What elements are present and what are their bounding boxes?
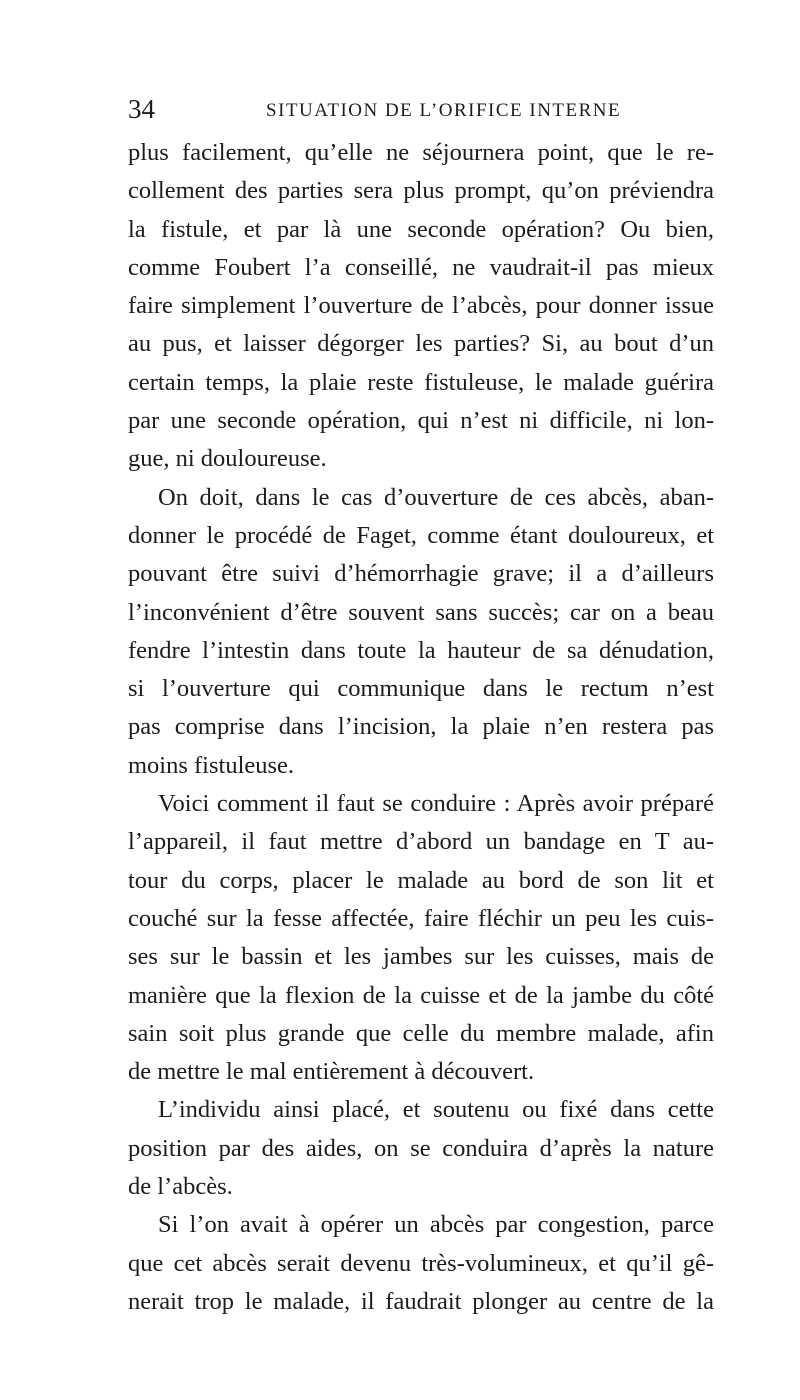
text-line: faire simplement l’ouverture de l’abcès, pour donner issue: [128, 292, 714, 320]
text-line: Si l’on avait à opérer un abcès par congestion, parce: [158, 1211, 714, 1239]
text-line: fendre l’intestin dans toute la hauteur de sa dénudation,: [128, 636, 714, 664]
running-title: SITUATION DE L’ORIFICE INTERNE: [266, 100, 622, 121]
text-line: de l’abcès.: [128, 1173, 233, 1201]
text-line: au pus, et laisser dégorger les parties? Si, au bout d’un: [128, 330, 714, 358]
text-line: l’inconvénient d’être souvent sans succès; car on a beau: [128, 598, 714, 626]
text-line: sain soit plus grande que celle du membre malade, afin: [128, 1019, 714, 1047]
text-line: pouvant être suivi d’hémorrhagie grave; il a d’ailleurs: [128, 560, 714, 588]
text-line: collement des parties sera plus prompt, qu’on préviendra: [128, 177, 714, 205]
running-head: [128, 92, 714, 126]
text-line: par une seconde opération, qui n’est ni difficile, ni lon-: [128, 407, 714, 435]
text-line: On doit, dans le cas d’ouverture de ces abcès, aban-: [158, 483, 714, 511]
text-line: nerait trop le malade, il faudrait plonger au centre de la: [128, 1287, 714, 1315]
text-line: la fistule, et par là une seconde opération? Ou bien,: [128, 215, 714, 243]
text-line: couché sur la fesse affectée, faire fléchir un peu les cuis-: [128, 904, 714, 932]
text-line: comme Foubert l’a conseillé, ne vaudrait-il pas mieux: [128, 253, 714, 281]
text-line: plus facilement, qu’elle ne séjournera point, que le re-: [128, 139, 714, 166]
text-line: Voici comment il faut se conduire : Après avoir préparé: [158, 790, 714, 818]
text-line: moins fistuleuse.: [128, 751, 295, 779]
body-text: [128, 134, 714, 1321]
text-line: ses sur le bassin et les jambes sur les cuisses, mais de: [128, 943, 714, 971]
text-line: manière que la flexion de la cuisse et de la jambe du côté: [128, 981, 714, 1009]
text-line: tour du corps, placer le malade au bord de son lit et: [128, 866, 714, 894]
text-line: gue, ni douloureuse.: [128, 445, 327, 473]
text-line: que cet abcès serait devenu très-volumineux, et qu’il gê-: [128, 1249, 714, 1277]
text-line: si l’ouverture qui communique dans le rectum n’est: [128, 675, 714, 703]
text-line: donner le procédé de Faget, comme étant douloureux, et: [128, 521, 714, 549]
text-line: L’individu ainsi placé, et soutenu ou fixé dans cette: [158, 1096, 714, 1124]
text-line: de mettre le mal entièrement à découvert.: [128, 1058, 535, 1086]
page-number: 34: [128, 94, 155, 124]
text-line: l’appareil, il faut mettre d’abord un bandage en T au-: [128, 828, 714, 856]
text-line: pas comprise dans l’incision, la plaie n’en restera pas: [128, 713, 714, 741]
text-line: certain temps, la plaie reste fistuleuse, le malade guérira: [128, 368, 714, 396]
text-line: position par des aides, on se conduira d’après la nature: [128, 1134, 714, 1162]
